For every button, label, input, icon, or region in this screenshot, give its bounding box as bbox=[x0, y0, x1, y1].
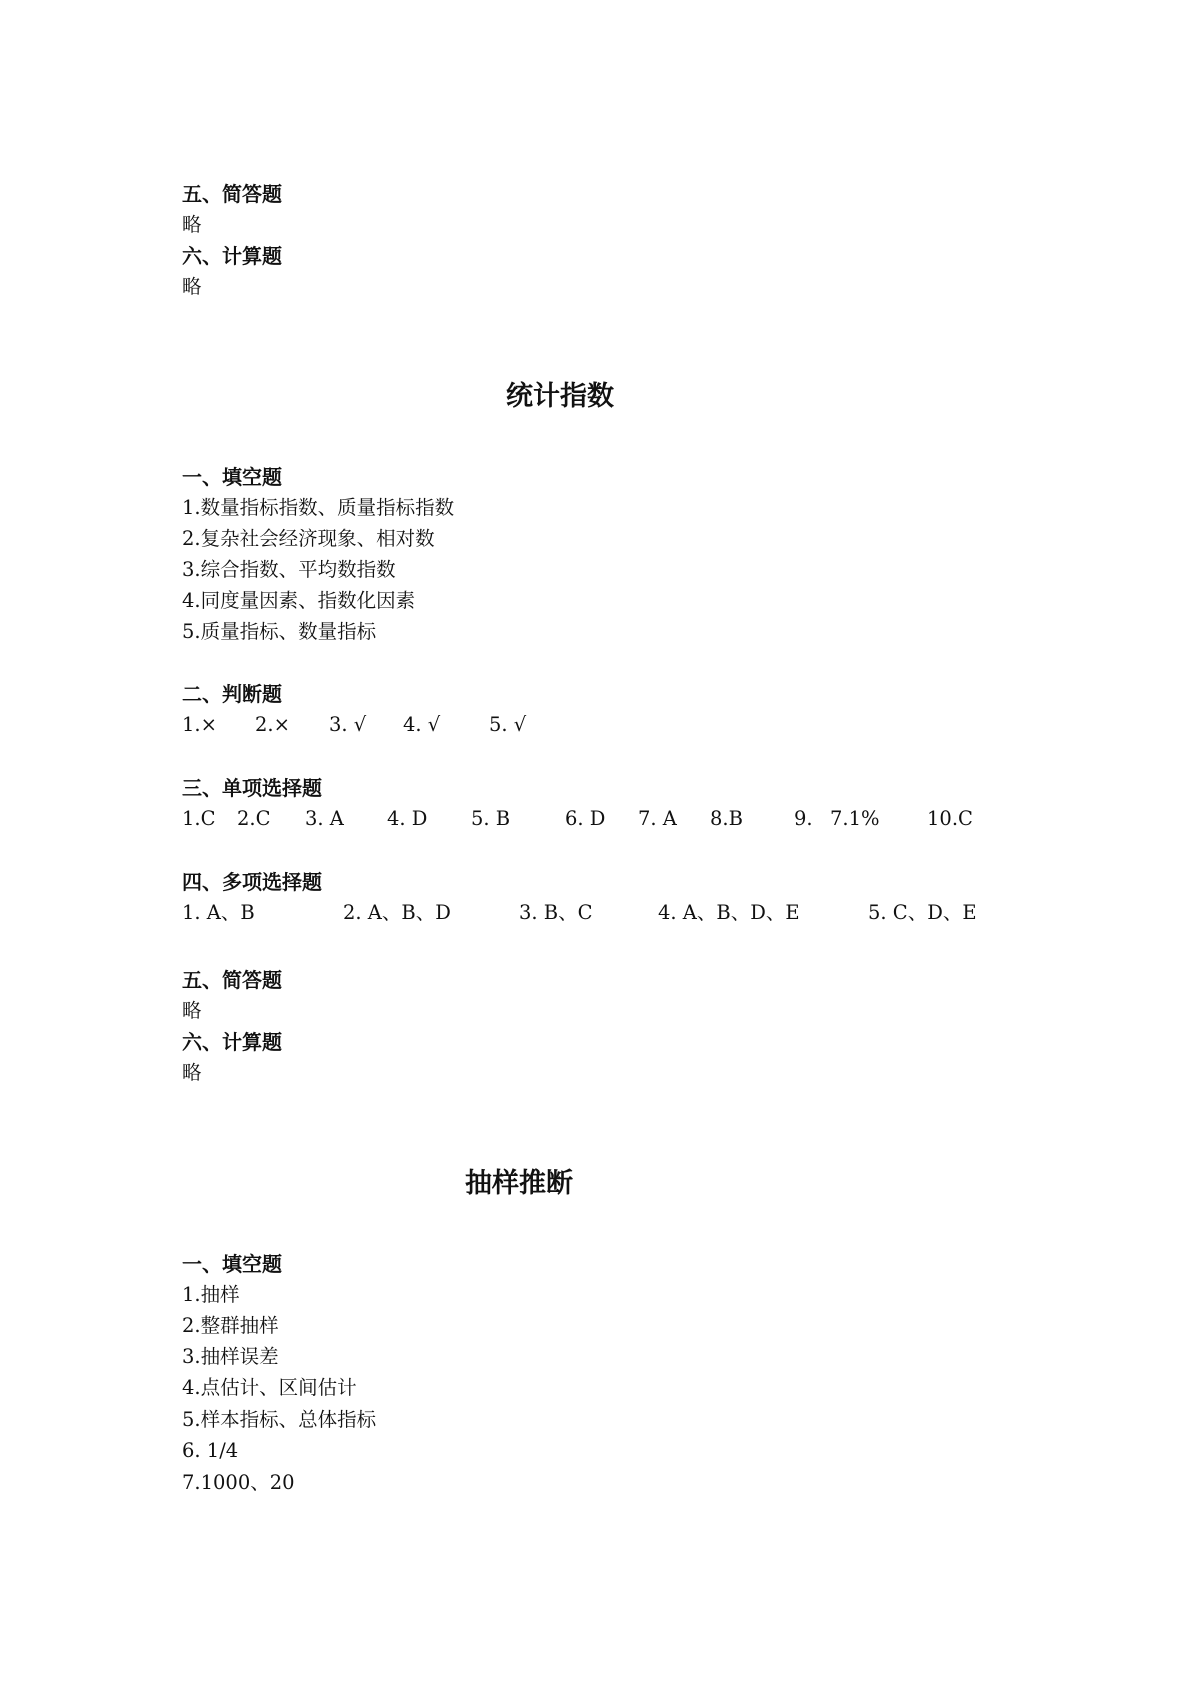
single-choice-answer: 4. D bbox=[387, 807, 428, 830]
fill-blank-item: 3.抽样误差 bbox=[182, 1345, 279, 1368]
true-false-answer: 4. √ bbox=[403, 713, 441, 736]
fill-blank-item: 5.质量指标、数量指标 bbox=[182, 620, 377, 643]
single-choice-answer: 10.C bbox=[927, 807, 973, 830]
multi-choice-answer: 1. A、B bbox=[182, 901, 255, 924]
calculation-text: 略 bbox=[182, 1061, 202, 1084]
short-answer-heading: 五、简答题 bbox=[182, 182, 282, 206]
multi-choice-answer: 2. A、B、D bbox=[343, 901, 451, 924]
single-choice-answer: 7. A bbox=[638, 807, 677, 830]
single-choice-heading: 三、单项选择题 bbox=[182, 776, 322, 800]
multi-choice-heading: 四、多项选择题 bbox=[182, 870, 322, 894]
fill-blank-item: 1.抽样 bbox=[182, 1283, 240, 1306]
fill-blank-item: 3.综合指数、平均数指数 bbox=[182, 558, 396, 581]
fill-blank-item: 2.复杂社会经济现象、相对数 bbox=[182, 527, 435, 550]
true-false-answer: 1.× bbox=[182, 713, 217, 736]
multi-choice-answer: 3. B、C bbox=[519, 901, 593, 924]
fill-blank-heading: 一、填空题 bbox=[182, 465, 282, 489]
multi-choice-answer: 5. C、D、E bbox=[868, 901, 977, 924]
multi-choice-answer: 4. A、B、D、E bbox=[658, 901, 800, 924]
fill-blank-item: 1.数量指标指数、质量指标指数 bbox=[182, 496, 455, 519]
short-answer-text: 略 bbox=[182, 213, 202, 236]
single-choice-answer: 7.1% bbox=[830, 807, 880, 830]
calculation-text: 略 bbox=[182, 275, 202, 298]
single-choice-answer: 1.C bbox=[182, 807, 216, 830]
true-false-heading: 二、判断题 bbox=[182, 682, 282, 706]
fill-blank-heading: 一、填空题 bbox=[182, 1252, 282, 1276]
single-choice-answer: 5. B bbox=[471, 807, 511, 830]
fill-blank-item: 4.点估计、区间估计 bbox=[182, 1376, 357, 1399]
single-choice-answer: 9. bbox=[794, 807, 813, 830]
true-false-answer: 3. √ bbox=[329, 713, 367, 736]
single-choice-answer: 2.C bbox=[237, 807, 271, 830]
calculation-heading: 六、计算题 bbox=[182, 244, 282, 268]
single-choice-answer: 8.B bbox=[710, 807, 743, 830]
fill-blank-item: 6. 1/4 bbox=[182, 1439, 239, 1462]
single-choice-answer: 3. A bbox=[305, 807, 344, 830]
short-answer-heading: 五、简答题 bbox=[182, 968, 282, 992]
section-title-sampling: 抽样推断 bbox=[465, 1168, 573, 1199]
fill-blank-item: 2.整群抽样 bbox=[182, 1314, 279, 1337]
calculation-heading: 六、计算题 bbox=[182, 1030, 282, 1054]
fill-blank-item: 7.1000、20 bbox=[182, 1471, 295, 1494]
true-false-answer: 2.× bbox=[255, 713, 290, 736]
short-answer-text: 略 bbox=[182, 999, 202, 1022]
section-title-statistical-index: 统计指数 bbox=[506, 381, 614, 412]
fill-blank-item: 4.同度量因素、指数化因素 bbox=[182, 589, 416, 612]
single-choice-answer: 6. D bbox=[565, 807, 606, 830]
true-false-answer: 5. √ bbox=[489, 713, 527, 736]
fill-blank-item: 5.样本指标、总体指标 bbox=[182, 1408, 377, 1431]
